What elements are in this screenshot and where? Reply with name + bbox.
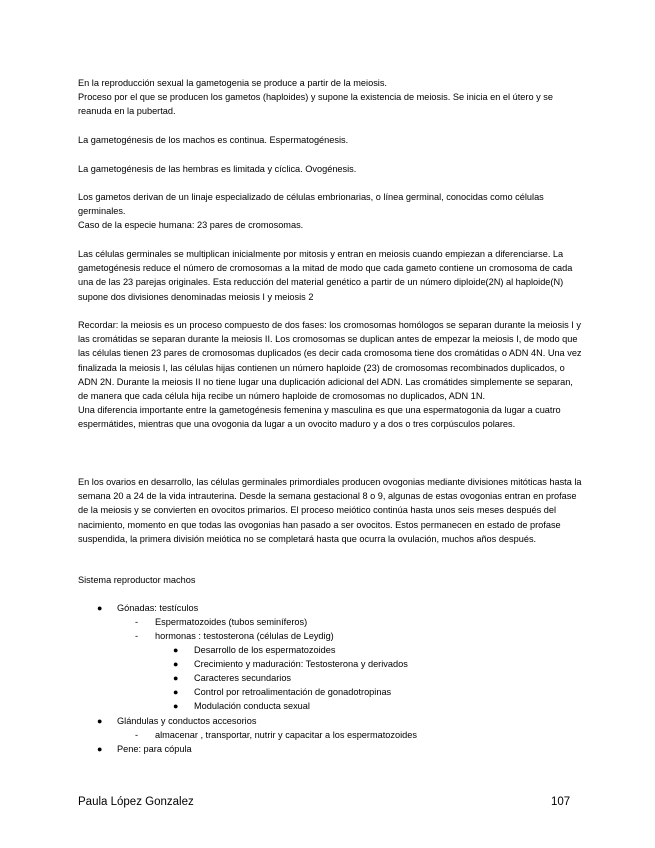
list-item: Control por retroalimentación de gonadotropinas [194,687,392,697]
list-item: almacenar , transportar, nutrir y capacitar a los espermatozoides [155,730,417,740]
intro-block [78,76,583,119]
bullet-marker: ● [97,716,103,726]
section-title: Sistema reproductor machos [78,575,196,585]
list-item: Espermatozoides (tubos seminíferos) [155,617,308,627]
paragraph: Caso de la especie humana: 23 pares de cromosomas. [78,220,304,231]
list-item: Caracteres secundarios [194,673,292,683]
bullet-marker: ● [97,744,103,754]
section-heading [78,573,583,587]
paragraph: La gametogénesis de las hembras es limitada y cíclica. Ovogénesis. [78,164,357,174]
dash-marker: - [135,631,139,641]
paragraph-block [78,247,583,304]
paragraph-block [78,162,583,176]
list-item: Modulación conducta sexual [194,701,310,711]
bullet-marker: ● [173,645,179,655]
list-item: Pene: para cópula [117,744,192,754]
page-number: 107 [551,796,571,808]
list-item: Glándulas y conductos accesorios [117,716,257,726]
paragraph: Los gametos derivan de un linaje especializado de células embrionarias, o línea germinal, conocidas como células germinales. [78,192,544,217]
bullet-marker: ● [97,603,103,613]
paragraph: La gametogénesis de los machos es continua. Espermatogénesis. [78,135,349,145]
paragraph: En los ovarios en desarrollo, las células germinales primordiales producen ovogonias mediante divisiones mitóticas hasta la semana 20 a 24 de la vida intrauterina. Desde la semana gestacional 8 o 9, algunas de estas ovogonias entran en profase de la meiosis y se convierten en ovocitos primarios. El proceso meiótico continúa hasta unos seis meses después del nacimiento, momento en que todas las ovogonias han pasado a ser ovocitos. Estos permanecen en estado de profase suspendida, la primera división meiótica no se completará hasta que ocurra la ovulación, muchos años después. [78,477,582,544]
paragraph-block [78,190,563,233]
paragraph: Una diferencia importante entre la gametogénesis femenina y masculina es que una espermatogonia da lugar a cuatro espermátides, mientras que una ovogonia da lugar a un ovocito maduro y a dos o tres corpúsculos polares. [78,405,561,430]
bullet-marker: ● [173,659,179,669]
list-item: Gónadas: testículos [117,603,199,613]
paragraph: En la reproducción sexual la gametogenia se produce a partir de la meiosis. [78,78,387,88]
dash-marker: - [135,730,139,740]
paragraph-block [78,133,583,147]
bullet-marker: ● [173,701,179,711]
list-item: Crecimiento y maduración: Testosterona y derivados [194,659,408,669]
paragraph-block [78,475,583,546]
list-item: Desarrollo de los espermatozoides [194,645,336,655]
paragraph: Recordar: la meiosis es un proceso compuesto de dos fases: los cromosomas homólogos se separan durante la meiosis I y las cromátidas se separan durante la meiosis II. Los cromosomas se duplican antes de empezar la meiosis I, de modo que las células tienen 23 pares de cromosomas duplicados (es decir cada cromosoma tiene dos cromátidas o ADN 4N. Una vez finalizada la meiosis I, las células hijas contienen un número haploide (23) de cromosomas recombinados duplicados, o ADN 2N. Durante la meiosis II no tiene lugar una duplicación adicional del ADN. Las cromátides simplemente se separan, de manera que cada célula hija recibe un número haploide de cromosomas no duplicados, ADN 1N. [78,320,582,402]
footer-author: Paula López Gonzalez [78,796,194,808]
bullet-marker: ● [173,687,179,697]
dash-marker: - [135,617,139,627]
bullet-marker: ● [173,673,179,683]
paragraph: Proceso por el que se producen los gametos (haploides) y supone la existencia de meiosis. Se inicia en el útero y se reanuda en la pubertad. [78,92,553,117]
paragraph-block [78,318,583,432]
list-item: hormonas : testosterona (células de Leydig) [155,631,334,641]
paragraph: Las células germinales se multiplican inicialmente por mitosis y entran en meiosis cuando empiezan a diferenciarse. La gametogénesis reduce el número de cromosomas a la mitad de modo que cada gameto contiene un cromosoma de cada una de las 23 parejas originales. Esta reducción del material genético a partir de un número diploide(2N) al haploide(N) supone dos divisiones denominadas meiosis I y meiosis 2 [78,249,573,302]
